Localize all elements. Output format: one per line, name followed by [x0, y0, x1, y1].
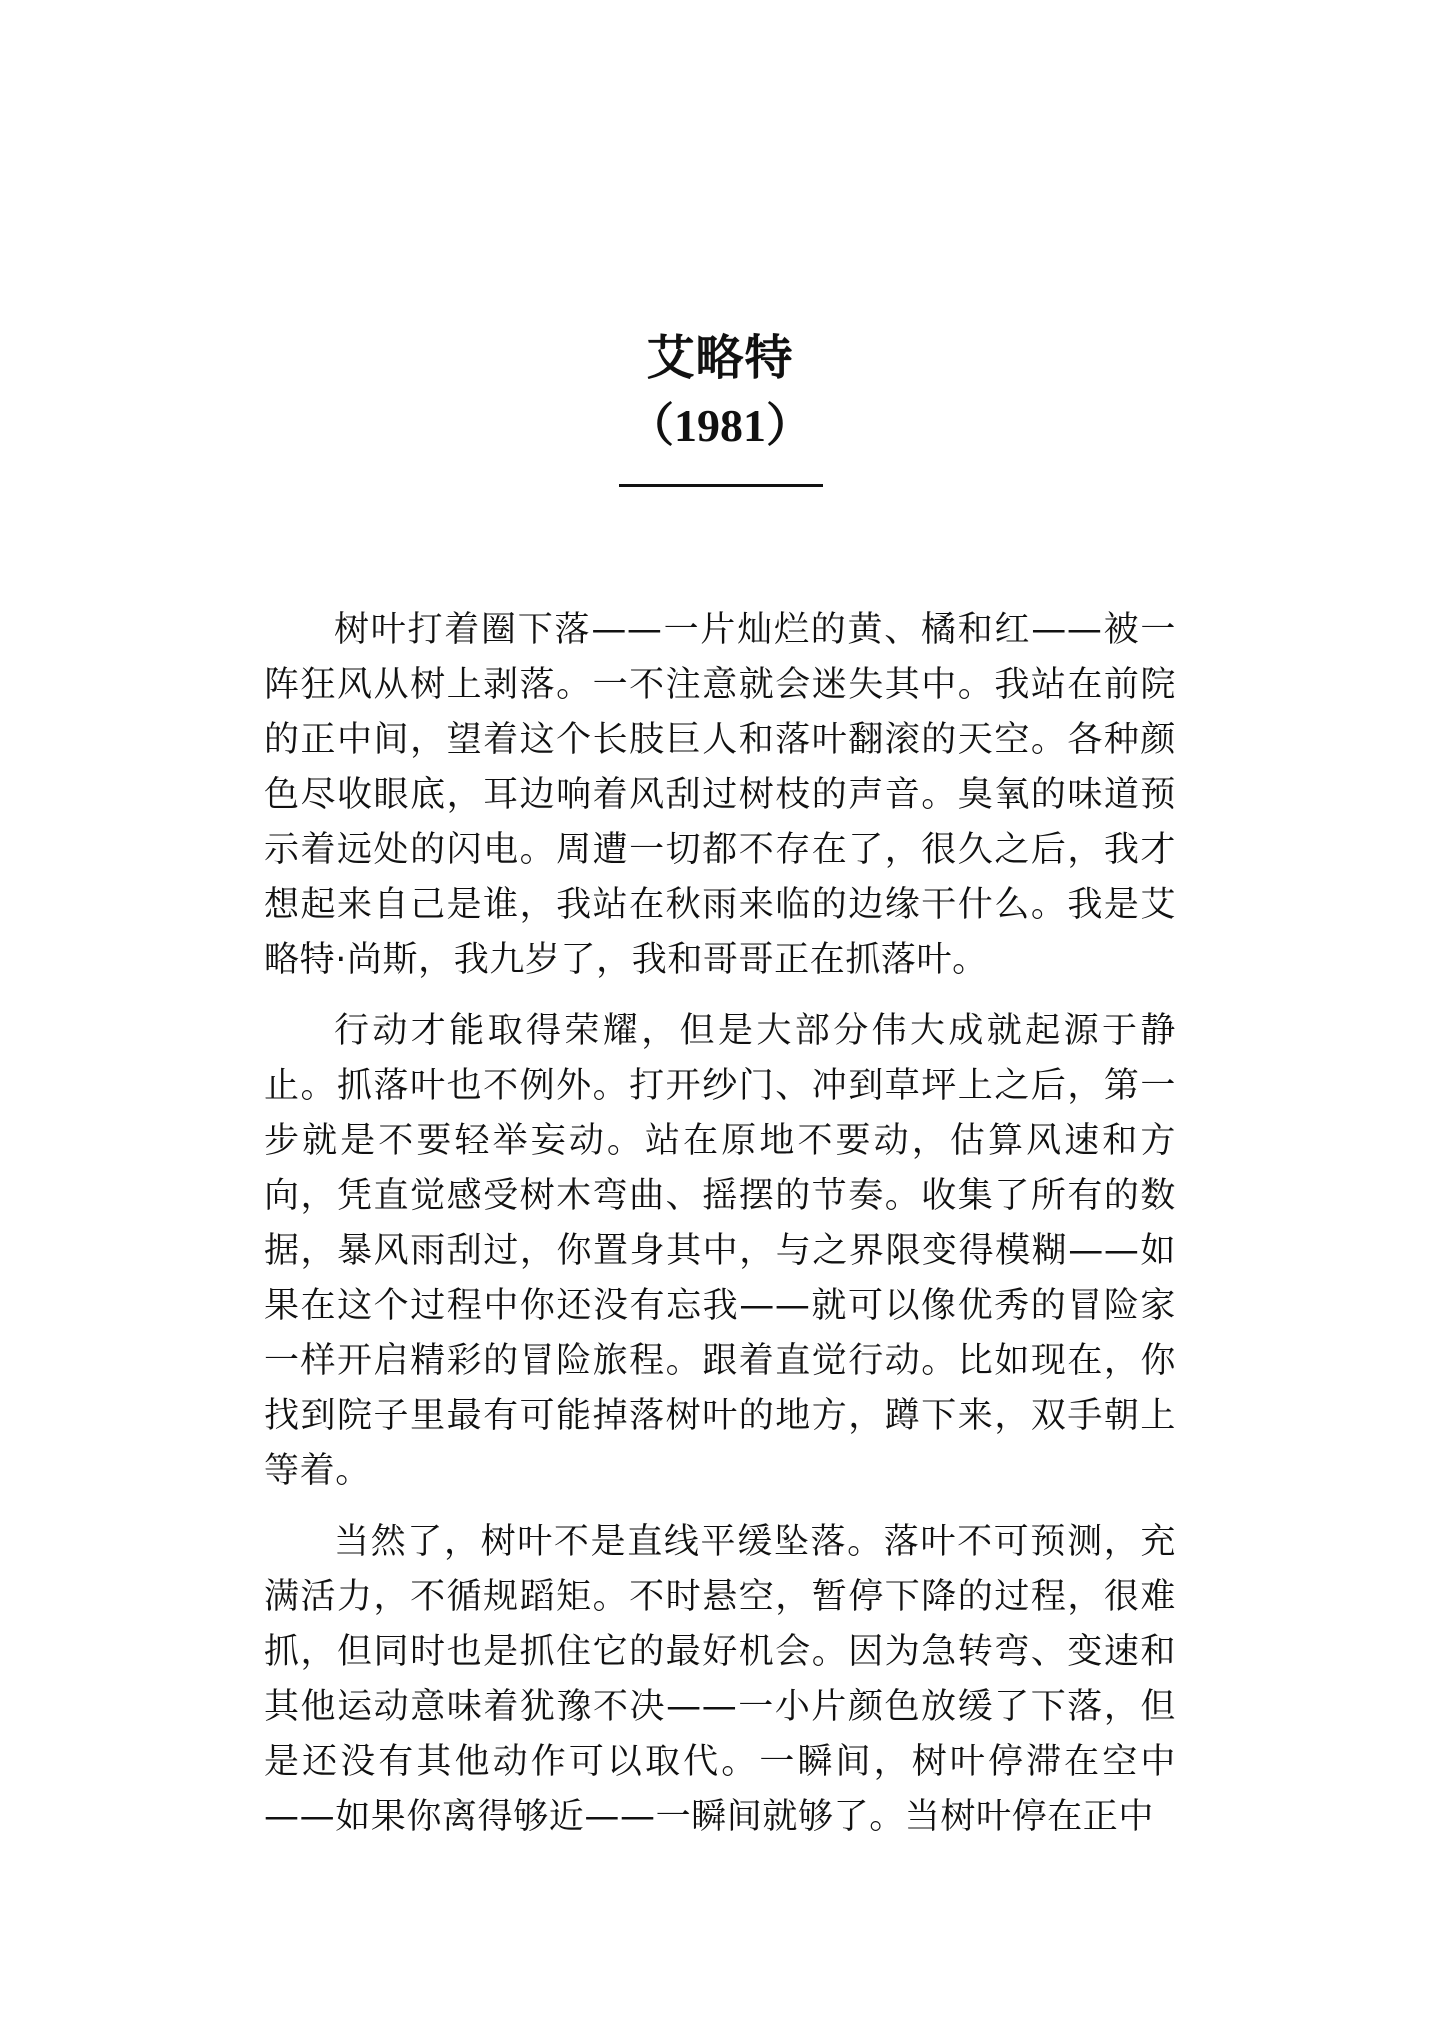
paragraph-3: 当然了，树叶不是直线平缓坠落。落叶不可预测，充满活力，不循规蹈矩。不时悬空，暂停下降的过程，很难抓，但同时也是抓住它的最好机会。因为急转弯、变速和其他运动意味着犹豫不决——一小片颜色放缓了下落，但是还没有其他动作可以取代。一瞬间，树叶停滞在空中——如果你离得够近——一瞬间就够了。当树叶停在正中 [264, 1522, 1176, 1837]
body-text [264, 603, 1176, 1861]
title-divider [619, 484, 823, 487]
chapter-year: （1981） [628, 400, 812, 451]
paragraph-2: 行动才能取得荣耀，但是大部分伟大成就起源于静止。抓落叶也不例外。打开纱门、冲到草坪上之后，第一步就是不要轻举妄动。站在原地不要动，估算风速和方向，凭直觉感受树木弯曲、摇摆的节奏。收集了所有的数据，暴风雨刮过，你置身其中，与之界限变得模糊——如果在这个过程中你还没有忘我——就可以像优秀的冒险家一样开启精彩的冒险旅程。跟着直觉行动。比如现在，你找到院子里最有可能掉落树叶的地方，蹲下来，双手朝上等着。 [264, 1011, 1176, 1491]
paragraph-1: 树叶打着圈下落——一片灿烂的黄、橘和红——被一阵狂风从树上剥落。一不注意就会迷失其中。我站在前院的正中间，望着这个长肢巨人和落叶翻滚的天空。各种颜色尽收眼底，耳边响着风刮过树枝的声音。臭氧的味道预示着远处的闪电。周遭一切都不存在了，很久之后，我才想起来自己是谁，我站在秋雨来临的边缘干什么。我是艾略特·尚斯，我九岁了，我和哥哥正在抓落叶。 [264, 610, 1176, 980]
chapter-title: 艾略特 [646, 330, 794, 386]
